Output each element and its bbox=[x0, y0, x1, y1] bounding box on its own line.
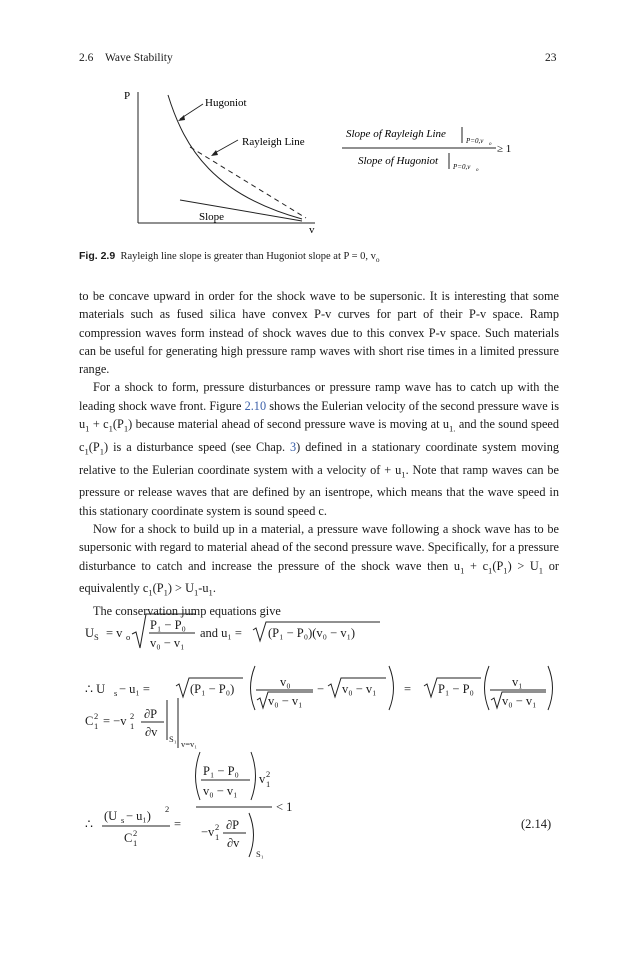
eq4-num2: − u₁) bbox=[126, 809, 151, 823]
eq2-rad2: v₀ − v₁ bbox=[342, 682, 377, 696]
eq2-lhs-sub: s bbox=[114, 688, 118, 698]
eq4-dp: ∂P bbox=[226, 818, 240, 832]
section-number: 2.6 bbox=[79, 52, 94, 64]
eq2-minus: − bbox=[317, 682, 325, 696]
slope-label: Slope bbox=[199, 211, 225, 223]
eq2-rad1: (P₁ − P₀) bbox=[190, 682, 235, 696]
eq1-den: v₀ − v₁ bbox=[150, 636, 185, 650]
eq4-rel: < 1 bbox=[276, 800, 293, 814]
eq2-rad3: P₁ − P₀ bbox=[438, 682, 474, 696]
rayleigh-line bbox=[190, 147, 306, 218]
rayleigh-arrowhead bbox=[211, 150, 218, 156]
eq4-num-sup: 2 bbox=[165, 804, 170, 814]
eq2-paren-r2 bbox=[548, 666, 553, 710]
eq4-v-sup: 2 bbox=[266, 769, 271, 779]
numerator-eval: P=0,v bbox=[466, 137, 484, 145]
figure-link[interactable]: 2.10 bbox=[244, 398, 267, 413]
equation-number: (2.14) bbox=[521, 817, 552, 831]
eq4-paren-den bbox=[249, 813, 254, 857]
figure-2-9 bbox=[0, 0, 638, 250]
denominator-eval: P=0,v bbox=[453, 163, 471, 171]
paragraph-2: For a shock to form, pressure disturbances or pressure ramp wave has to catch up with the leading shock wave front. Figure 2.10 shows the Eulerian velocity of the second pressure wave is $u_1 + c_1(P_1)$ because material ahead of second pressure wave is moving at $u_{1.}$ and the sound speed $c_1(P_1)$ is a disturbance speed (see Chap. 3) defined in a stationary coordinate system moving relative to the Eulerian coordinate system with a velocity of + $u_1$. Note that ramp waves can be pressure or release waves that are defined by an isentrope, which means that the wave speed in this stationary coordinate system is sound speed c. bbox=[79, 380, 560, 518]
hugoniot-label: Hugoniot bbox=[205, 97, 247, 109]
eq3-eq: = −v bbox=[103, 714, 127, 728]
eq4-therefore: ∴ bbox=[85, 817, 93, 831]
denominator-eval-sub: o bbox=[476, 168, 479, 173]
v-axis-label: v bbox=[309, 224, 315, 236]
eq2-den1: v₀ − v₁ bbox=[268, 694, 303, 708]
caption-text-sub: o bbox=[375, 255, 380, 265]
eq3-sub: 1 bbox=[94, 721, 99, 731]
equation-block bbox=[0, 600, 638, 875]
eq1-num: P₁ − P₀ bbox=[150, 618, 186, 632]
eq3-sup: 2 bbox=[94, 711, 99, 721]
eq4-den-v-sub: 1 bbox=[215, 832, 220, 842]
numerator-eval-sub: o bbox=[489, 142, 492, 147]
ratio-relation: ≥ 1 bbox=[497, 143, 512, 155]
section-title: Wave Stability bbox=[105, 52, 173, 64]
caption-label: Fig. 2.9 bbox=[79, 250, 116, 262]
eq4-den-sup: 2 bbox=[133, 828, 138, 838]
eq1-eq: = v bbox=[106, 626, 123, 640]
eq4-v: v bbox=[259, 772, 266, 786]
eq2-mid: − u₁ = bbox=[119, 682, 150, 696]
rayleigh-label: Rayleigh Line bbox=[242, 136, 305, 148]
ratio-denominator: Slope of Hugoniot bbox=[358, 155, 439, 167]
eq4-den: C bbox=[124, 831, 133, 845]
eq3-eval: v=v₁ bbox=[181, 739, 198, 749]
eq2-num2: v₁ bbox=[512, 675, 523, 689]
page-number: 23 bbox=[545, 52, 557, 64]
eq4-inner-den: v₀ − v₁ bbox=[203, 784, 238, 798]
eq4-num-sub: s bbox=[121, 815, 125, 825]
eq2-lhs: ∴ U bbox=[85, 682, 106, 696]
body-text bbox=[79, 287, 559, 620]
ratio-numerator: Slope of Rayleigh Line bbox=[346, 128, 446, 140]
eq1-us-sub: S bbox=[94, 632, 99, 642]
eq4-eq: = bbox=[174, 817, 182, 831]
eq4-sub-s: S₁ bbox=[256, 849, 264, 859]
eq3-num: ∂P bbox=[144, 707, 158, 721]
eq3-den: ∂v bbox=[145, 725, 158, 739]
eq1-and: and u₁ = bbox=[200, 626, 242, 640]
eq4-paren-r bbox=[251, 752, 256, 800]
p-axis-label: P bbox=[124, 90, 131, 102]
eq1-vo-sub: o bbox=[126, 632, 131, 642]
eq3-lhs: C bbox=[85, 714, 94, 728]
eq1-rad: (P₁ − P₀)(v₀ − v₁) bbox=[268, 626, 356, 640]
chapter-link[interactable]: 3 bbox=[290, 439, 297, 454]
eq2-equal: = bbox=[404, 682, 412, 696]
eq4-inner-num: P₁ − P₀ bbox=[203, 764, 239, 778]
eq1-us: U bbox=[85, 626, 95, 640]
eq4-den-v-sup: 2 bbox=[215, 822, 220, 832]
eq4-den-sub: 1 bbox=[133, 838, 138, 848]
eq4-den-v: −v bbox=[201, 825, 215, 839]
eq2-paren-r1 bbox=[389, 666, 394, 710]
hugoniot-arrowhead bbox=[178, 115, 185, 121]
eq3-v-sub: 1 bbox=[130, 721, 135, 731]
eq3-v-sup: 2 bbox=[130, 711, 135, 721]
figure-caption bbox=[79, 250, 380, 264]
caption-text: Rayleigh line slope is greater than Hugoniot slope at P = 0, v bbox=[120, 251, 376, 262]
paragraph-4: The conservation jump equations give bbox=[93, 604, 281, 619]
eq2-num1: v₀ bbox=[280, 675, 291, 689]
eq2-paren-l2 bbox=[485, 666, 490, 710]
eq4-dv: ∂v bbox=[227, 836, 240, 850]
paragraph-3: Now for a shock to build up in a material, a pressure wave following a shock wave has to be supersonic with regard to material ahead of the second pressure wave. Specifically, for a pressure disturbance to catch and increase the pressure of the shock wave then $u_1 + c_1(P_1) > U_1$ or equivalently $c_1(P_1) > U_1-u_1$. bbox=[79, 521, 559, 598]
eq2-den2: v₀ − v₁ bbox=[502, 694, 537, 708]
eq4-paren-l bbox=[196, 752, 201, 800]
eq2-paren-l1 bbox=[251, 666, 256, 710]
eq3-sub-s: S₁ bbox=[169, 734, 177, 744]
paragraph-1: to be concave upward in order for the shock wave to be supersonic. It is interesting that some materials such as fused silica have convex P-v curves for part of their P-v space. Ramp compression waves form instead of shock waves due to this convex P-v space. Such materials can be useful for generating high pressure ramp waves with short rise times in a limited pressure range. bbox=[79, 289, 559, 377]
eq4-num: (U bbox=[104, 809, 118, 823]
eq4-v-sub: 1 bbox=[266, 779, 271, 789]
